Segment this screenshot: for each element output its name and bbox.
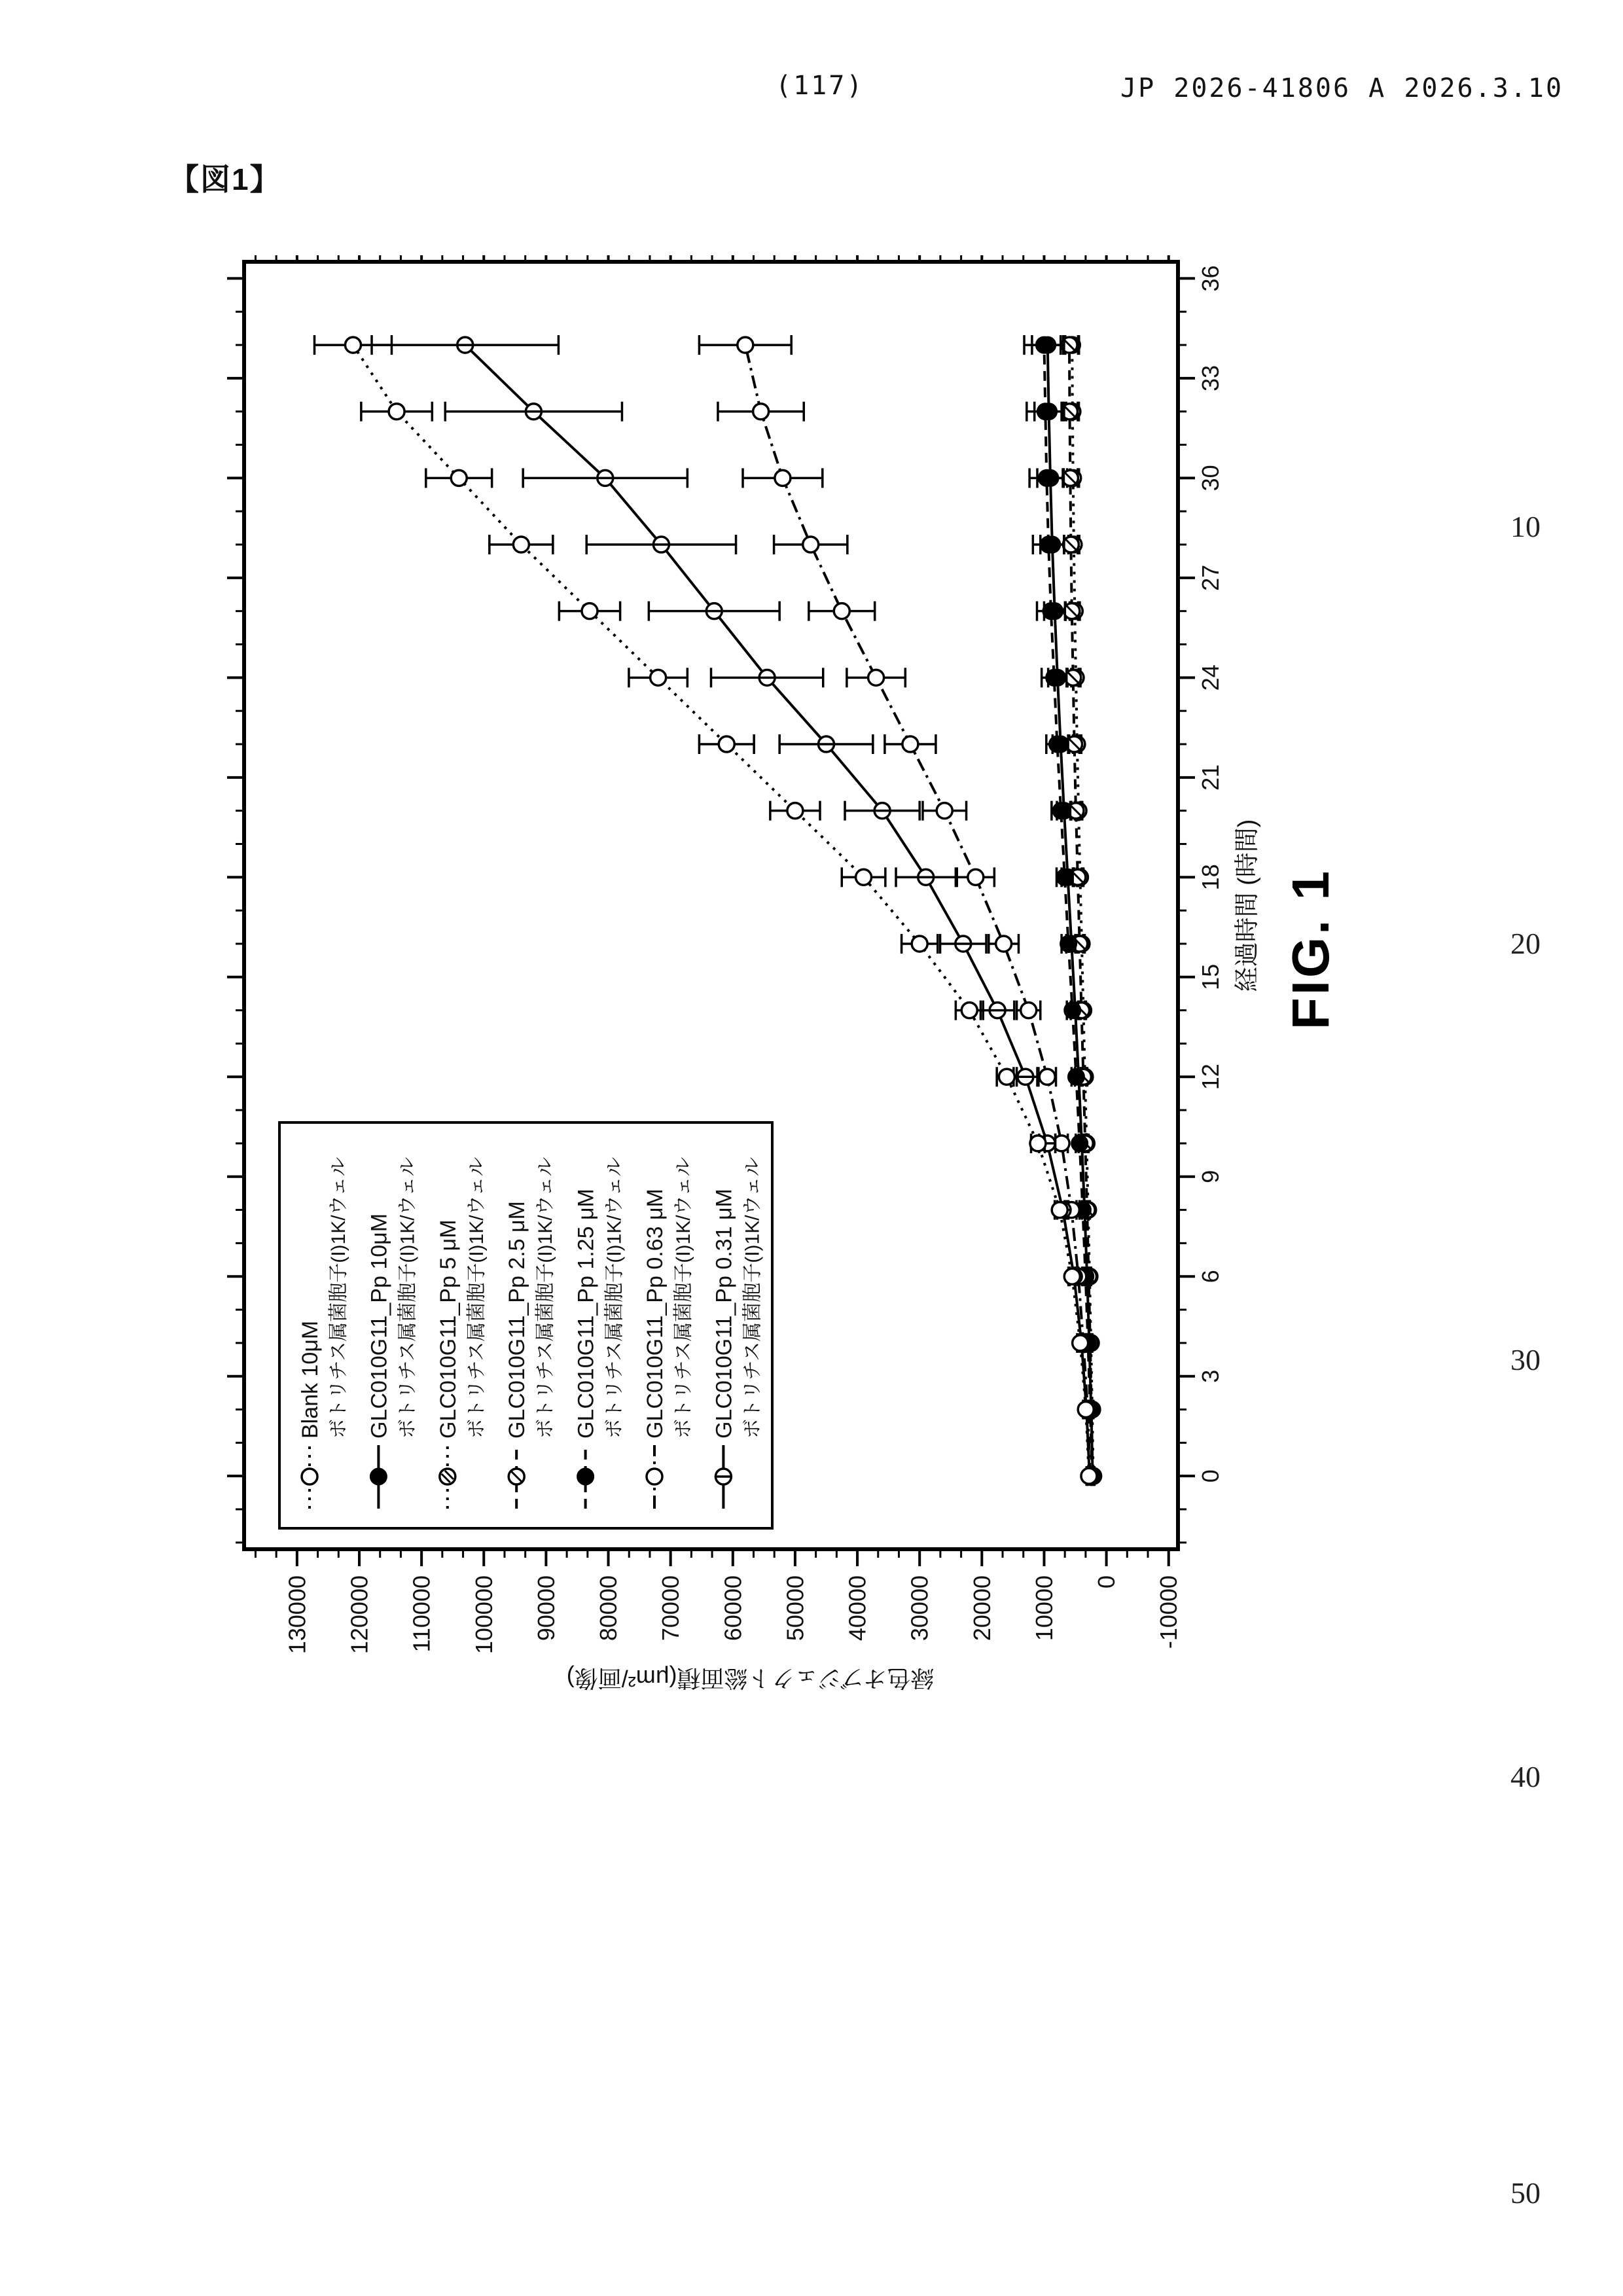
figure-tag: 【図1】 [169,162,281,196]
svg-text:12: 12 [1197,1064,1224,1090]
svg-text:6: 6 [1197,1270,1224,1283]
svg-text:ボトリチス属菌胞子(I)1K/ウェル: ボトリチス属菌胞子(I)1K/ウェル [535,1157,557,1439]
svg-text:15: 15 [1197,963,1224,990]
svg-text:GLC010G11_Pp 10μM: GLC010G11_Pp 10μM [366,1213,392,1439]
publication-number: JP 2026-41806 A 2026.3.10 [1120,73,1564,103]
svg-text:33: 33 [1197,365,1224,391]
svg-text:0: 0 [1197,1469,1224,1483]
svg-text:50000: 50000 [781,1575,809,1641]
margin-line-number: 10 [1510,510,1541,543]
figure-1-chart [224,255,1387,1702]
svg-text:60000: 60000 [719,1575,747,1641]
svg-text:ボトリチス属菌胞子(I)1K/ウェル: ボトリチス属菌胞子(I)1K/ウェル [328,1157,349,1439]
svg-text:GLC010G11_Pp 5 μM: GLC010G11_Pp 5 μM [435,1219,461,1439]
svg-text:24: 24 [1197,664,1224,691]
svg-text:3: 3 [1197,1369,1224,1383]
legend [279,1122,772,1528]
svg-text:40000: 40000 [844,1575,871,1641]
svg-text:21: 21 [1197,764,1224,791]
margin-line-number: 40 [1510,1760,1541,1793]
svg-text:9: 9 [1197,1170,1224,1183]
svg-text:ボトリチス属菌胞子(I)1K/ウェル: ボトリチス属菌胞子(I)1K/ウェル [673,1157,694,1439]
svg-text:27: 27 [1197,564,1224,591]
svg-text:110000: 110000 [408,1575,435,1653]
svg-text:ボトリチス属菌胞子(I)1K/ウェル: ボトリチス属菌胞子(I)1K/ウェル [603,1157,626,1439]
svg-text:36: 36 [1197,265,1224,292]
margin-line-number: 50 [1510,2176,1541,2210]
svg-text:90000: 90000 [532,1575,560,1641]
svg-text:Blank 10μM: Blank 10μM [298,1320,323,1439]
y-axis-title [567,1665,934,1692]
x-axis-title [1234,819,1261,992]
page-number: (117) [776,71,865,101]
svg-text:GLC010G11_Pp 0.63 μM: GLC010G11_Pp 0.63 μM [643,1189,668,1439]
svg-text:GLC010G11_Pp 1.25 μM: GLC010G11_Pp 1.25 μM [573,1189,599,1439]
svg-text:GLC010G11_Pp 0.31 μM: GLC010G11_Pp 0.31 μM [711,1189,737,1439]
svg-text:30: 30 [1197,465,1224,492]
svg-text:130000: 130000 [283,1575,311,1655]
svg-text:0: 0 [1093,1575,1120,1589]
svg-text:100000: 100000 [470,1575,497,1655]
svg-text:ボトリチス属菌胞子(I)1K/ウェル: ボトリチス属菌胞子(I)1K/ウェル [397,1157,419,1439]
svg-text:18: 18 [1197,864,1224,891]
figure-caption [1281,869,1340,1030]
svg-text:80000: 80000 [595,1575,622,1641]
svg-text:30000: 30000 [906,1575,933,1641]
svg-text:GLC010G11_Pp 2.5 μM: GLC010G11_Pp 2.5 μM [505,1201,530,1439]
svg-text:ボトリチス属菌胞子(I)1K/ウェル: ボトリチス属菌胞子(I)1K/ウェル [741,1157,764,1439]
x-tick-labels [1197,265,1224,1482]
svg-text:10000: 10000 [1030,1575,1058,1641]
svg-text:経過時間 (時間): 経過時間 (時間) [1234,819,1261,992]
svg-text:FIG. 1: FIG. 1 [1281,868,1340,1030]
svg-text:緑色オブジェクト総面積(μm²/画像): 緑色オブジェクト総面積(μm²/画像) [566,1665,935,1692]
svg-text:ボトリチス属菌胞子(I)1K/ウェル: ボトリチス属菌胞子(I)1K/ウェル [465,1157,488,1439]
y-tick-labels [283,1575,1182,1654]
svg-text:120000: 120000 [346,1575,373,1655]
margin-line-number: 30 [1510,1343,1541,1376]
svg-text:70000: 70000 [657,1575,685,1641]
svg-text:-10000: -10000 [1155,1575,1183,1649]
margin-line-number: 20 [1510,927,1541,960]
svg-text:20000: 20000 [968,1575,995,1641]
